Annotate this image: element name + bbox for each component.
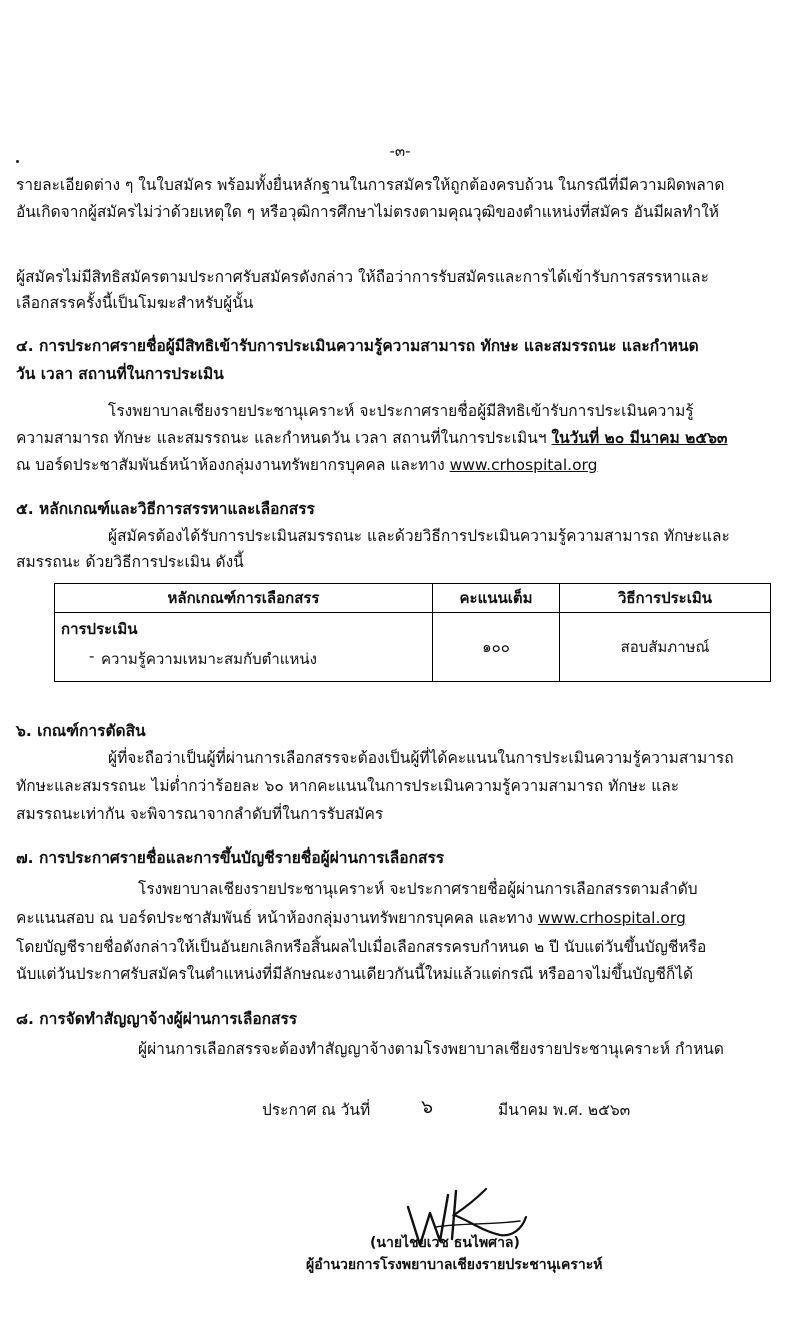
- criteria-item: [61, 647, 426, 681]
- table-row: [55, 613, 771, 682]
- section7-line-2: [16, 907, 686, 929]
- section6-heading: ๖. เกณฑ์การตัดสิน: [16, 722, 146, 740]
- section5-line-1: ผู้สมัครต้องได้รับการประเมินสมรรถนะ และด้วยวิธีการประเมินความรู้ความสามารถ ทักษะและ: [108, 527, 730, 545]
- criteria-item-text: ความรู้ความเหมาะสมกับตำแหน่ง: [101, 650, 317, 668]
- criteria-table: [54, 583, 771, 682]
- section4-heading-1: ๔. การประกาศรายชื่อผู้มีสิทธิเข้ารับการประเมินความรู้ความสามารถ ทักษะ และสมรรถนะ และกำหนด: [16, 337, 699, 355]
- full-score-cell: ๑๐๐: [433, 613, 560, 682]
- section8-line-1: ผู้ผ่านการเลือกสรรจะต้องทำสัญญาจ้างตามโรงพยาบาลเชียงรายประชานุเคราะห์ กำหนด: [138, 1040, 724, 1058]
- section5-heading: ๕. หลักเกณฑ์และวิธีการสรรหาและเลือกสรร: [16, 500, 315, 518]
- criteria-cell: [55, 613, 433, 682]
- section7-line-3: โดยบัญชีรายชื่อดังกล่าวให้เป็นอันยกเลิกหรือสิ้นผลไปเมื่อเลือกสรรครบกำหนด ๒ ปี นับแต่วันขึ้นบัญชีหรือ: [16, 938, 707, 956]
- header-method: วิธีการประเมิน: [560, 584, 771, 613]
- section6-line-2: ทักษะและสมรรถนะ ไม่ต่ำกว่าร้อยละ ๖๐ หากคะแนนในการประเมินความรู้ความสามารถ ทักษะ และ: [16, 777, 680, 795]
- signer-title: ผู้อำนวยการโรงพยาบาลเชียงรายประชานุเคราะห์: [306, 1257, 603, 1273]
- scan-speck: [16, 160, 19, 163]
- section4-line-3-text: ณ บอร์ดประชาสัมพันธ์หน้าห้องกลุ่มงานทรัพยากรบุคคล และทาง: [16, 456, 450, 474]
- website-link[interactable]: www.crhospital.org: [537, 909, 686, 927]
- section6-line-1: ผู้ที่จะถือว่าเป็นผู้ที่ผ่านการเลือกสรรจะต้องเป็นผู้ที่ได้คะแนนในการประเมินความรู้ความสามารถ: [108, 749, 734, 767]
- section4-line-2-text: ความสามารถ ทักษะ และสมรรถนะ และกำหนดวัน เวลา สถานที่ในการประเมินฯ: [16, 429, 552, 447]
- section7-line-1: โรงพยาบาลเชียงรายประชานุเคราะห์ จะประกาศรายชื่อผู้ผ่านการเลือกสรรตามลำดับ: [138, 880, 698, 898]
- criteria-table-header: [55, 584, 771, 613]
- section7-heading: ๗. การประกาศรายชื่อและการขึ้นบัญชีรายชื่อผู้ผ่านการเลือกสรร: [16, 849, 445, 867]
- section7-line-2-text: คะแนนสอบ ณ บอร์ดประชาสัมพันธ์ หน้าห้องกลุ่มงานทรัพยากรบุคคล และทาง: [16, 909, 538, 927]
- header-full-score: คะแนนเต็ม: [433, 584, 560, 613]
- page-number: -๓-: [389, 142, 411, 160]
- announce-prefix: ประกาศ ณ วันที่: [262, 1101, 371, 1119]
- section7-line-4: นับแต่วันประกาศรับสมัครในตำแหน่งที่มีลักษณะงานเดียวกันนี้ใหม่แล้วแต่กรณี หรืออาจไม่ขึ้นบัญชีก็ได้: [16, 965, 694, 983]
- announce-month-year: มีนาคม พ.ศ. ๒๕๖๓: [498, 1101, 631, 1119]
- method-cell: สอบสัมภาษณ์: [560, 613, 771, 682]
- section4-line-3: [16, 454, 598, 476]
- item-dash: -: [89, 647, 95, 665]
- intro-line-2: อันเกิดจากผู้สมัครไม่ว่าด้วยเหตุใด ๆ หรือวุฒิการศึกษาไม่ตรงตามคุณวุฒิของตำแหน่งที่สมัคร อันมีผลทำให้: [16, 203, 720, 221]
- signer-name: (นายไชยเวช ธนไพศาล): [370, 1235, 520, 1251]
- intro-line-3: ผู้สมัครไม่มีสิทธิสมัครตามประกาศรับสมัครดังกล่าว ให้ถือว่าการรับสมัครและการได้เข้ารับการสรรหาและ: [16, 268, 709, 286]
- criteria-category: การประเมิน: [61, 620, 138, 638]
- website-link[interactable]: www.crhospital.org: [449, 456, 598, 474]
- section5-line-2: สมรรถนะ ด้วยวิธีการประเมิน ดังนี้: [16, 553, 244, 571]
- section4-line-2: [16, 427, 728, 449]
- section8-heading: ๘. การจัดทำสัญญาจ้างผู้ผ่านการเลือกสรร: [16, 1010, 298, 1028]
- section6-line-3: สมรรถนะเท่ากัน จะพิจารณาจากลำดับที่ในการรับสมัคร: [16, 805, 384, 823]
- intro-line-4: เลือกสรรครั้งนี้เป็นโมฆะสำหรับผู้นั้น: [16, 294, 254, 312]
- header-criteria: หลักเกณฑ์การเลือกสรร: [55, 584, 433, 613]
- announce-day: ๖: [421, 1096, 434, 1118]
- section4-line-1: โรงพยาบาลเชียงรายประชานุเคราะห์ จะประกาศรายชื่อผู้มีสิทธิเข้ารับการประเมินความรู้: [108, 402, 694, 420]
- section4-heading-2: วัน เวลา สถานที่ในการประเมิน: [16, 365, 224, 383]
- intro-line-1: รายละเอียดต่าง ๆ ในใบสมัคร พร้อมทั้งยื่นหลักฐานในการสมัครให้ถูกต้องครบถ้วน ในกรณีที่มีความผิดพลาด: [16, 176, 725, 194]
- assessment-date: ในวันที่ ๒๐ มีนาคม ๒๕๖๓: [551, 429, 728, 447]
